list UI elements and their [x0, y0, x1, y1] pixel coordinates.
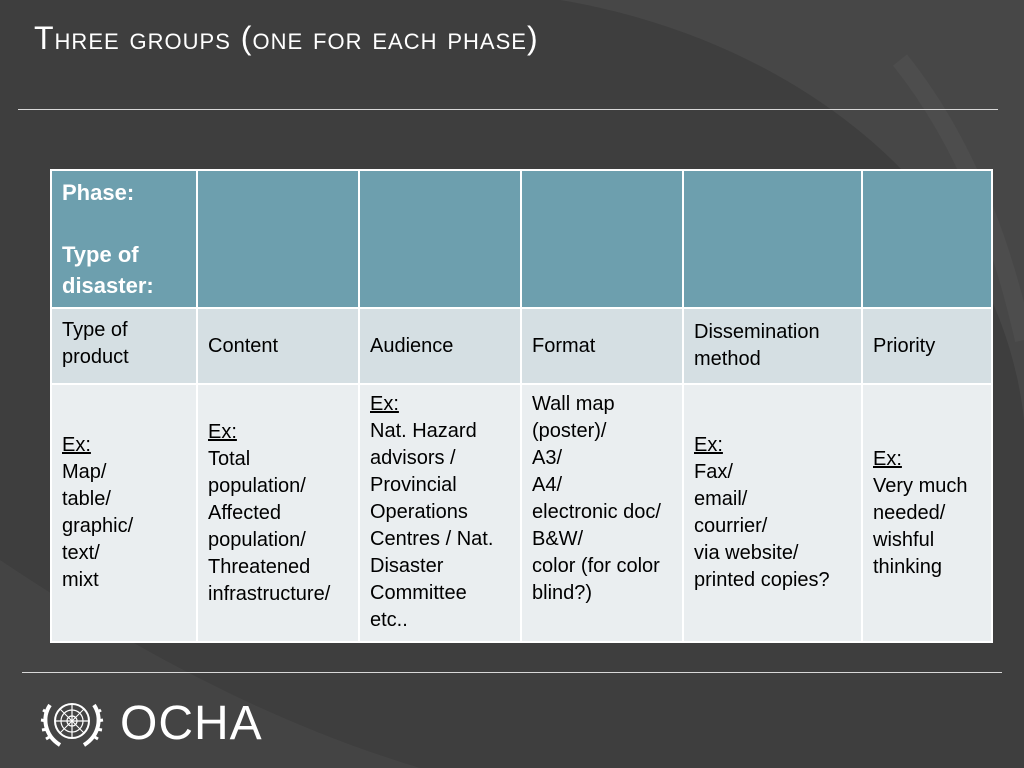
example-line: printed copies?	[694, 569, 830, 591]
header-empty-cell[interactable]	[683, 170, 862, 308]
example-cell-dissemination	[683, 384, 862, 642]
example-line: A3/	[532, 447, 563, 469]
example-line: Threatened infrastructure/	[208, 555, 331, 605]
ocha-logo	[38, 693, 263, 753]
example-line: table/	[62, 488, 111, 510]
example-line: via website/	[694, 542, 799, 564]
example-prefix: Ex:	[208, 420, 237, 443]
example-line: mixt	[62, 569, 99, 591]
example-line: Total population/	[208, 447, 306, 497]
example-cell-priority	[862, 384, 992, 642]
column-label-dissemination-method: Dissemination method	[683, 308, 862, 384]
example-line: B&W/	[532, 528, 584, 550]
example-cell-content	[197, 384, 359, 642]
column-label-format: Format	[521, 308, 683, 384]
example-line: Very much needed/ wishful thinking	[873, 474, 968, 578]
example-line: color (for color blind?)	[532, 555, 660, 604]
header-empty-cell[interactable]	[862, 170, 992, 308]
phase-label: Phase:	[62, 180, 135, 205]
header-empty-cell[interactable]	[521, 170, 683, 308]
example-cell-format	[521, 384, 683, 642]
column-label-audience: Audience	[359, 308, 521, 384]
column-label-type-of-product: Type of product	[51, 308, 197, 384]
example-line: Map/	[62, 461, 107, 483]
example-line: email/	[694, 488, 748, 510]
header-empty-cell[interactable]	[197, 170, 359, 308]
slide-title: Three groups (one for each phase)	[34, 20, 539, 56]
example-line: Fax/	[694, 461, 733, 483]
example-line: A4/	[532, 474, 563, 496]
example-line: Wall map (poster)/	[532, 393, 615, 442]
table-header-row	[51, 170, 992, 308]
example-line: Affected population/	[208, 501, 306, 551]
example-prefix: Ex:	[370, 393, 399, 415]
phase-cell	[51, 170, 197, 308]
column-label-priority: Priority	[862, 308, 992, 384]
example-prefix: Ex:	[873, 447, 902, 470]
column-label-content: Content	[197, 308, 359, 384]
example-cell-audience	[359, 384, 521, 642]
example-line: text/	[62, 542, 100, 564]
ocha-logo-text: OCHA	[120, 696, 263, 750]
example-line: Nat. Hazard advisors / Provincial Operations Centres / Nat. Disaster Committee etc..	[370, 420, 494, 631]
column-labels-row	[51, 308, 992, 384]
examples-row	[51, 384, 992, 642]
example-line: courrier/	[694, 515, 768, 537]
disaster-type-label: Type of disaster:	[62, 242, 154, 298]
example-line: graphic/	[62, 515, 134, 537]
footer-divider	[22, 672, 1002, 673]
title-divider	[18, 109, 998, 110]
example-cell-product	[51, 384, 197, 642]
example-line: electronic doc/	[532, 501, 661, 523]
un-emblem-icon	[38, 693, 106, 753]
header-empty-cell[interactable]	[359, 170, 521, 308]
example-prefix: Ex:	[694, 434, 723, 456]
example-prefix: Ex:	[62, 434, 91, 456]
planning-table	[50, 169, 993, 643]
